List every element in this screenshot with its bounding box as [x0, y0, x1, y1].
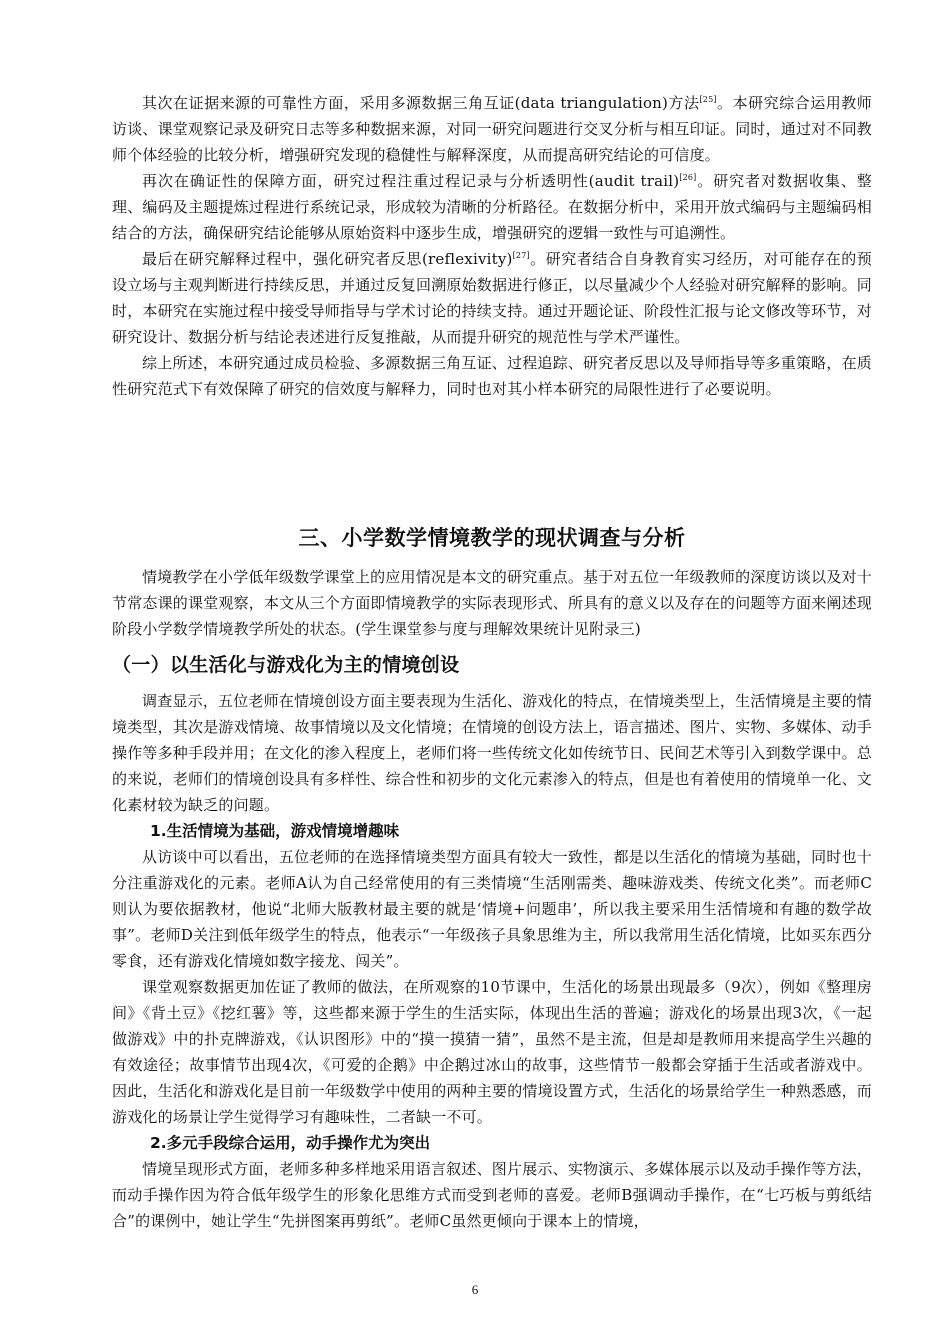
paragraph-text: 最后在研究解释过程中，强化研究者反思(reflexivity) — [142, 250, 513, 268]
paragraph-text: 其次在证据来源的可靠性方面，采用多源数据三角互证(data triangulation)方法 — [142, 94, 700, 112]
section-title: 三、小学数学情境教学的现状调查与分析 — [298, 526, 686, 550]
citation-marker: [26] — [679, 173, 697, 182]
methodology-paragraphs — [112, 90, 872, 402]
subsection-title: （一）以生活化与游戏化为主的情境创设 — [112, 654, 460, 676]
point2-paragraph: 情境呈现形式方面，老师多种多样地采用语言叙述、图片展示、实物演示、多媒体展示以及动手操作等方法，而动手操作因为符合低年级学生的形象化思维方式而受到老师的喜爱。老师B强调动手操作，在“七巧板与剪纸结合”的课例中，她让学生“先拼图案再剪纸”。老师C虽然更倾向于课本上的情境， — [112, 1160, 872, 1230]
paragraph-confirmability — [112, 168, 872, 246]
paragraph-summary — [112, 350, 872, 402]
section-intro: 情境教学在小学低年级数学课堂上的应用情况是本文的研究重点。基于对五位一年级教师的深度访谈以及对十节常态课的课堂观察，本文从三个方面即情境教学的实际表现形式、所具有的意义以及存在的问题等方面来阐述现阶段小学数学情境教学所处的状态。(学生课堂参与度与理解效果统计见附录三) — [112, 568, 873, 638]
subsection-body — [112, 688, 872, 1234]
subsection-heading-block — [112, 650, 872, 677]
section-intro-block — [112, 564, 872, 642]
citation-marker: [25] — [699, 95, 717, 104]
paragraph-text: 再次在确证性的保障方面，研究过程注重过程记录与分析透明性(audit trail) — [142, 172, 680, 190]
page-number: 6 — [471, 1282, 479, 1297]
citation-marker: [27] — [512, 251, 530, 260]
paragraph-reflexivity — [112, 246, 872, 350]
paragraph-text: 。研究者对数据收集、整理、编码及主题提炼过程进行系统记录，形成较为清晰的分析路径。在数据分析中，采用开放式编码与主题编码相结合的方法，确保研究结论能够从原始资料中逐步生成，增强研究的逻辑一致性与可追溯性。 — [112, 172, 873, 242]
point1-paragraph-interviews: 从访谈中可以看出，五位老师的在选择情境类型方面具有较大一致性，都是以生活化的情境为基础，同时也十分注重游戏化的元素。老师A认为自己经常使用的有三类情境“生活刚需类、趣味游戏类、传统文化类”。而老师C则认为要依据教材，他说“北师大版教材最主要的就是‘情境+问题串’，所以我主要采用生活情境和有趣的数学故事”。老师D关注到低年级学生的特点，他表示“一年级孩子具象思维为主，所以我常用生活化情境，比如买东西分零食，还有游戏化情境如数字接龙、闯关”。 — [112, 848, 872, 970]
point2-title: 2.多元手段综合运用，动手操作尤为突出 — [150, 1134, 431, 1152]
point1-title: 1.生活情境为基础，游戏情境增趣味 — [150, 822, 400, 840]
point1-paragraph-observations: 课堂观察数据更加佐证了教师的做法，在所观察的10节课中，生活化的场景出现最多（9次），例如《整理房间》《背土豆》《挖红薯》等，这些都来源于学生的生活实际，体现出生活的普遍；游戏化的场景出现3次，《一起做游戏》中的扑克牌游戏，《认识图形》中的“摸一摸猜一猜”，虽然不是主流，但是却是教师用来提高学生兴趣的有效途径；故事情节出现4次，《可爱的企鹅》中企鹅过冰山的故事，这些情节一般都会穿插于生活或者游戏中。因此，生活化和游戏化是目前一年级数学中使用的两种主要的情境设置方式，生活化的场景给学生一种熟悉感，而游戏化的场景让学生觉得学习有趣味性，二者缺一不可。 — [112, 978, 873, 1126]
paragraph-text: 综上所述，本研究通过成员检验、多源数据三角互证、过程追踪、研究者反思以及导师指导等多重策略，在质性研究范式下有效保障了研究的信效度与解释力，同时也对其小样本研究的局限性进行了必要说明。 — [112, 354, 872, 398]
paragraph-text: 。研究者结合自身教育实习经历，对可能存在的预设立场与主观判断进行持续反思，并通过反复回溯原始数据进行修正，以尽量减少个人经验对研究解释的影响。同时，本研究在实施过程中接受导师指导与学术讨论的持续支持。通过开题论证、阶段性汇报与论文修改等环节，对研究设计、数据分析与结论表述进行反复推敲，从而提升研究的规范性与学术严谨性。 — [112, 250, 873, 346]
section-heading-block — [112, 522, 872, 552]
subsection-intro: 调查显示，五位老师在情境创设方面主要表现为生活化、游戏化的特点，在情境类型上，生活情境是主要的情境类型，其次是游戏情境、故事情境以及文化情境；在情境的创设方法上，语言描述、图片、实物、多媒体、动手操作等多种手段并用；在文化的渗入程度上，老师们将一些传统文化如传统节日、民间艺术等引入到数学课中。总的来说，老师们的情境创设具有多样性、综合性和初步的文化元素渗入的特点，但是也有着使用的情境单一化、文化素材较为缺乏的问题。 — [112, 692, 873, 814]
paragraph-text: 。本研究综合运用教师访谈、课堂观察记录及研究日志等多种数据来源，对同一研究问题进行交叉分析与相互印证。同时，通过对不同教师个体经验的比较分析，增强研究发现的稳健性与解释深度，从而提高研究结论的可信度。 — [112, 94, 873, 164]
paragraph-reliability — [112, 90, 872, 168]
